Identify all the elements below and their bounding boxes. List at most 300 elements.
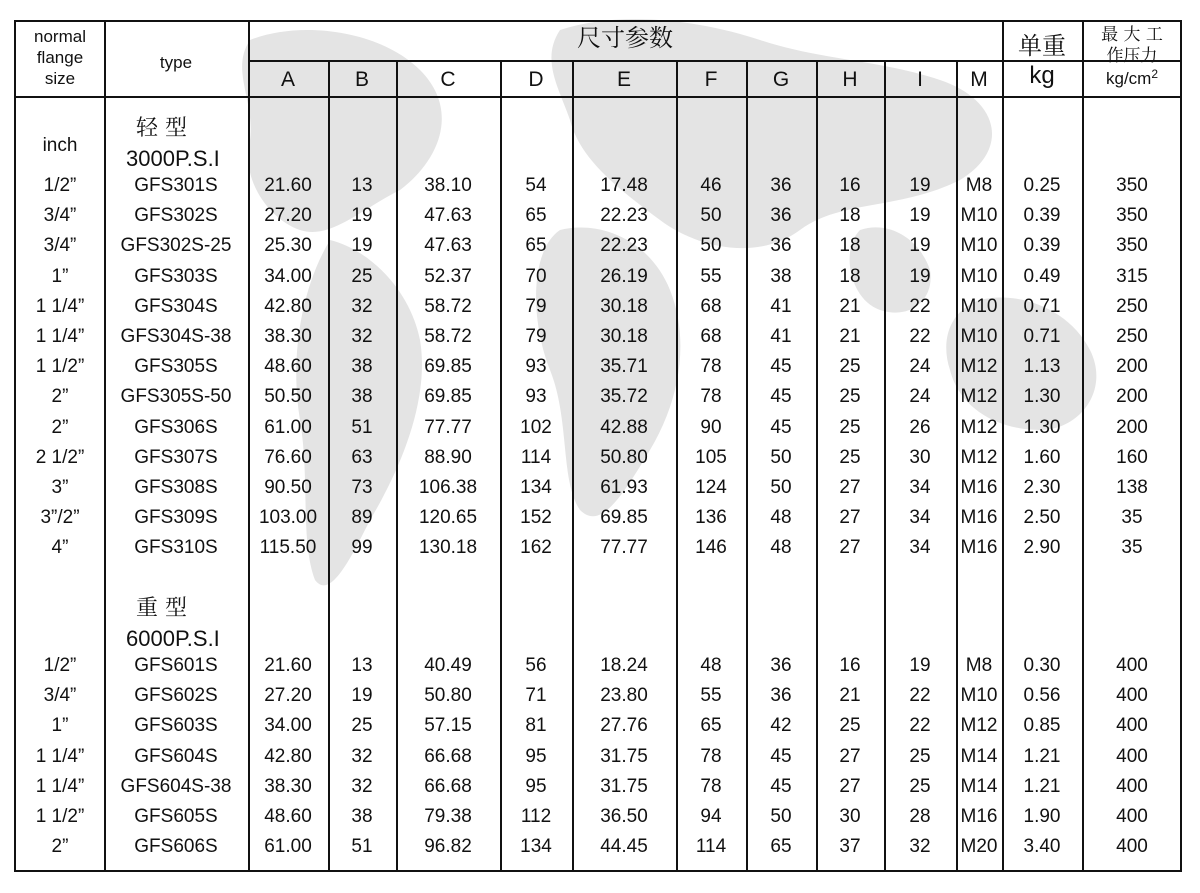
table-cell: 400 <box>1116 655 1148 676</box>
spec-table <box>14 20 1182 872</box>
table-cell: 21.60 <box>264 175 312 196</box>
table-cell: 45 <box>770 386 792 408</box>
table-cell: 30.18 <box>600 326 648 347</box>
table-cell: 44.45 <box>600 836 648 858</box>
table-cell: 35 <box>1121 507 1143 529</box>
table-cell: 1 1/2” <box>35 356 85 378</box>
column-header-i: I <box>917 68 923 91</box>
table-cell: 19 <box>909 265 931 287</box>
table-cell: 38.30 <box>264 326 312 347</box>
table-cell: 93 <box>525 386 547 408</box>
table-cell: 115.50 <box>259 537 317 559</box>
table-cell: 27 <box>839 745 861 767</box>
table-cell: 65 <box>770 836 792 858</box>
table-cell: M14 <box>960 745 998 767</box>
table-cell: 71 <box>525 685 547 707</box>
table-cell: GFS307S <box>134 446 218 468</box>
table-cell: 250 <box>1116 295 1148 317</box>
table-cell: M10 <box>960 685 998 707</box>
table-cell: 41 <box>770 326 792 347</box>
table-cell: 78 <box>700 775 722 797</box>
column-header-m: M <box>970 68 988 91</box>
table-cell: 55 <box>700 685 722 707</box>
table-cell: 400 <box>1116 685 1148 707</box>
table-cell: GFS302S-25 <box>120 235 232 257</box>
table-cell: 95 <box>525 745 547 767</box>
table-cell: 78 <box>700 745 722 767</box>
table-cell: GFS301S <box>134 175 218 196</box>
header-weight-title: 单重 <box>1018 32 1066 60</box>
table-cell: 1 1/4” <box>35 745 85 767</box>
table-cell: GFS305S-50 <box>120 386 232 408</box>
table-cell: 25 <box>839 356 861 378</box>
table-cell: 47.63 <box>424 235 472 257</box>
header-pressure-line1: 最 大 工 <box>1101 25 1163 45</box>
table-cell: GFS606S <box>134 836 218 858</box>
table-cell: 48.60 <box>264 806 312 827</box>
table-cell: 45 <box>770 745 792 767</box>
table-cell: 48 <box>770 507 792 529</box>
table-cell: GFS604S <box>134 745 218 767</box>
table-cell: M10 <box>960 265 998 287</box>
table-cell: GFS602S <box>134 685 218 707</box>
table-cell: 114 <box>520 446 552 468</box>
table-cell: 35 <box>1121 537 1143 559</box>
table-cell: M10 <box>960 326 998 347</box>
table-cell: 400 <box>1116 715 1148 737</box>
table-cell: 3”/2” <box>40 507 80 529</box>
header-type: type <box>159 53 193 72</box>
table-cell: 88.90 <box>424 446 472 468</box>
column-divider <box>248 22 250 872</box>
table-cell: 112 <box>520 806 552 827</box>
table-cell: M12 <box>960 356 998 378</box>
table-cell: 152 <box>520 507 552 529</box>
table-cell: 69.85 <box>424 386 472 408</box>
table-cell: 19 <box>909 235 931 257</box>
table-cell: 38 <box>351 356 373 378</box>
table-cell: 77.77 <box>600 537 648 559</box>
table-cell: 78 <box>700 356 722 378</box>
table-cell: 22 <box>909 685 931 707</box>
column-divider <box>746 60 748 872</box>
header-flange-size: normal flange size <box>34 27 86 88</box>
table-cell: 25 <box>839 416 861 438</box>
table-cell: GFS306S <box>134 416 218 438</box>
table-cell: 25 <box>909 775 931 797</box>
table-cell: 58.72 <box>424 326 472 347</box>
table-cell: 400 <box>1116 836 1148 858</box>
table-cell: 32 <box>351 295 373 317</box>
table-cell: 26.19 <box>600 265 648 287</box>
table-cell: 51 <box>351 836 373 858</box>
table-cell: 50.80 <box>424 685 472 707</box>
table-cell: 200 <box>1116 416 1148 438</box>
table-cell: 18 <box>839 265 861 287</box>
column-divider <box>328 60 330 872</box>
table-cell: 38 <box>770 265 792 287</box>
table-cell: 27.20 <box>264 205 312 227</box>
table-cell: 25 <box>839 386 861 408</box>
table-cell: 0.25 <box>1023 175 1061 196</box>
table-cell: 102 <box>520 416 552 438</box>
table-cell: 34.00 <box>264 265 312 287</box>
table-cell: 138 <box>1116 477 1148 498</box>
table-cell: 32 <box>351 745 373 767</box>
table-cell: 1 1/2” <box>35 806 85 827</box>
dims-header-divider <box>248 60 1002 62</box>
table-cell: 90.50 <box>264 477 312 498</box>
table-cell: 0.71 <box>1023 326 1061 347</box>
table-cell: GFS308S <box>134 477 218 498</box>
table-cell: 96.82 <box>424 836 472 858</box>
table-cell: 21 <box>839 295 861 317</box>
table-cell: GFS304S-38 <box>120 326 232 347</box>
table-cell: 61.93 <box>600 477 648 498</box>
table-cell: 0.39 <box>1023 205 1061 227</box>
column-divider <box>104 22 106 872</box>
table-cell: 32 <box>351 775 373 797</box>
table-cell: 79.38 <box>424 806 472 827</box>
table-cell: 1.13 <box>1023 356 1061 378</box>
table-cell: 400 <box>1116 745 1148 767</box>
table-cell: 26 <box>909 416 931 438</box>
table-cell: 0.56 <box>1023 685 1061 707</box>
table-cell: 48.60 <box>264 356 312 378</box>
column-divider <box>500 60 502 872</box>
column-header-h: H <box>842 68 858 91</box>
table-cell: GFS604S-38 <box>120 775 232 797</box>
table-cell: M16 <box>960 806 998 827</box>
table-cell: 2” <box>51 416 69 438</box>
table-cell: 50.80 <box>600 446 648 468</box>
weight-header-divider <box>1002 60 1182 62</box>
table-cell: 1/2” <box>43 655 77 676</box>
table-cell: 42.80 <box>264 745 312 767</box>
table-cell: 48 <box>770 537 792 559</box>
table-cell: 250 <box>1116 326 1148 347</box>
table-cell: 38 <box>351 386 373 408</box>
table-cell: 134 <box>520 477 552 498</box>
table-cell: 55 <box>700 265 722 287</box>
table-cell: 34 <box>909 537 931 559</box>
table-cell: 65 <box>700 715 722 737</box>
table-cell: 18 <box>839 235 861 257</box>
table-cell: 81 <box>525 715 547 737</box>
table-cell: 17.48 <box>600 175 648 196</box>
table-cell: 19 <box>909 655 931 676</box>
table-cell: M16 <box>960 477 998 498</box>
table-cell: 70 <box>525 265 547 287</box>
table-cell: GFS303S <box>134 265 218 287</box>
table-cell: GFS304S <box>134 295 218 317</box>
table-cell: 69.85 <box>424 356 472 378</box>
table-cell: 21.60 <box>264 655 312 676</box>
table-cell: 23.80 <box>600 685 648 707</box>
column-header-a: A <box>280 68 295 91</box>
table-cell: 350 <box>1116 235 1148 257</box>
table-cell: 89 <box>351 507 373 529</box>
table-cell: M10 <box>960 235 998 257</box>
table-cell: 19 <box>351 685 373 707</box>
table-cell: 3/4” <box>43 205 77 227</box>
column-header-d: D <box>528 68 544 91</box>
column-divider <box>884 60 886 872</box>
table-cell: M8 <box>965 655 993 676</box>
table-cell: 31.75 <box>600 775 648 797</box>
table-cell: 1.60 <box>1023 446 1061 468</box>
table-cell: 79 <box>525 295 547 317</box>
table-cell: 65 <box>525 205 547 227</box>
table-cell: 21 <box>839 685 861 707</box>
table-cell: 21 <box>839 326 861 347</box>
header-dims-title: 尺寸参数 <box>577 24 673 52</box>
table-cell: 27.76 <box>600 715 648 737</box>
table-cell: 19 <box>909 175 931 196</box>
header-pressure-line2: 作压力 <box>1106 46 1158 66</box>
column-header-e: E <box>616 68 631 91</box>
table-cell: 0.71 <box>1023 295 1061 317</box>
table-cell: 34.00 <box>264 715 312 737</box>
table-cell: 50 <box>770 446 792 468</box>
table-cell: 51 <box>351 416 373 438</box>
table-cell: 30 <box>839 806 861 827</box>
table-cell: 1.30 <box>1023 386 1061 408</box>
table-cell: M12 <box>960 446 998 468</box>
table-cell: GFS302S <box>134 205 218 227</box>
table-cell: 50 <box>700 205 722 227</box>
table-cell: 146 <box>695 537 727 559</box>
table-cell: GFS603S <box>134 715 218 737</box>
table-cell: 68 <box>700 295 722 317</box>
table-cell: 28 <box>909 806 931 827</box>
section-rating: 6000P.S.I <box>126 626 220 651</box>
table-cell: 38.30 <box>264 775 312 797</box>
table-cell: 162 <box>520 537 552 559</box>
table-cell: 22 <box>909 715 931 737</box>
column-divider <box>1002 22 1004 872</box>
table-cell: 25 <box>839 715 861 737</box>
table-cell: 4” <box>51 537 69 559</box>
table-cell: 114 <box>695 836 727 858</box>
table-cell: 76.60 <box>264 446 312 468</box>
table-cell: GFS601S <box>134 655 218 676</box>
table-cell: 350 <box>1116 205 1148 227</box>
table-cell: 61.00 <box>264 836 312 858</box>
table-cell: 1 1/4” <box>35 326 85 347</box>
table-cell: 42.88 <box>600 416 648 438</box>
table-cell: 30.18 <box>600 295 648 317</box>
table-cell: 35.71 <box>600 356 648 378</box>
table-cell: 50.50 <box>264 386 312 408</box>
table-cell: 0.30 <box>1023 655 1061 676</box>
table-cell: 2.50 <box>1023 507 1061 529</box>
table-cell: 1.21 <box>1023 745 1061 767</box>
table-cell: 1” <box>51 265 69 287</box>
table-cell: 25 <box>909 745 931 767</box>
table-cell: 27 <box>839 775 861 797</box>
header-pressure-unit: $kg/cm^2$ <box>1105 67 1159 88</box>
column-header-f: F <box>704 68 718 91</box>
table-cell: 30 <box>909 446 931 468</box>
table-cell: 3/4” <box>43 235 77 257</box>
table-cell: M8 <box>965 175 993 196</box>
table-cell: 45 <box>770 416 792 438</box>
table-cell: 32 <box>909 836 931 858</box>
table-cell: 27 <box>839 507 861 529</box>
table-cell: 65 <box>525 235 547 257</box>
table-cell: 61.00 <box>264 416 312 438</box>
table-cell: 45 <box>770 775 792 797</box>
table-cell: 66.68 <box>424 745 472 767</box>
column-header-c: C <box>440 68 456 91</box>
table-cell: 79 <box>525 326 547 347</box>
table-cell: 2” <box>51 386 69 408</box>
table-cell: 124 <box>695 477 727 498</box>
table-cell: 69.85 <box>600 507 648 529</box>
column-divider <box>572 60 574 872</box>
table-cell: 42 <box>770 715 792 737</box>
table-cell: 0.49 <box>1023 265 1061 287</box>
table-cell: M10 <box>960 205 998 227</box>
table-cell: 48 <box>700 655 722 676</box>
table-cell: 41 <box>770 295 792 317</box>
table-cell: 134 <box>520 836 552 858</box>
table-cell: 25 <box>351 265 373 287</box>
table-cell: 120.65 <box>418 507 478 529</box>
column-header-b: B <box>354 68 369 91</box>
table-cell: GFS310S <box>134 537 218 559</box>
table-cell: 36.50 <box>600 806 648 827</box>
table-cell: GFS305S <box>134 356 218 378</box>
table-cell: 19 <box>351 205 373 227</box>
table-cell: 27 <box>839 477 861 498</box>
table-cell: 22.23 <box>600 205 648 227</box>
table-cell: 27.20 <box>264 685 312 707</box>
table-cell: 1 1/4” <box>35 295 85 317</box>
table-cell: 99 <box>351 537 373 559</box>
table-cell: 24 <box>909 356 931 378</box>
table-cell: 36 <box>770 205 792 227</box>
table-cell: 136 <box>695 507 727 529</box>
table-cell: 34 <box>909 477 931 498</box>
table-cell: 16 <box>839 175 861 196</box>
table-cell: 22.23 <box>600 235 648 257</box>
table-cell: 63 <box>351 446 373 468</box>
table-cell: 0.39 <box>1023 235 1061 257</box>
table-cell: 34 <box>909 507 931 529</box>
table-cell: 57.15 <box>424 715 472 737</box>
table-cell: 3/4” <box>43 685 77 707</box>
table-cell: 38.10 <box>424 175 472 196</box>
header-weight-unit: kg <box>1029 62 1055 89</box>
section-name: 轻 型 <box>136 116 187 141</box>
column-divider <box>816 60 818 872</box>
table-cell: 19 <box>351 235 373 257</box>
table-cell: 13 <box>351 175 373 196</box>
table-cell: GFS605S <box>134 806 218 827</box>
table-cell: 36 <box>770 685 792 707</box>
table-cell: 54 <box>525 175 547 196</box>
table-cell: 77.77 <box>424 416 472 438</box>
table-cell: 35.72 <box>600 386 648 408</box>
table-cell: 50 <box>770 806 792 827</box>
header-bottom-line <box>16 96 1182 98</box>
table-cell: 22 <box>909 295 931 317</box>
table-cell: M12 <box>960 416 998 438</box>
table-cell: 1 1/4” <box>35 775 85 797</box>
table-cell: 78 <box>700 386 722 408</box>
table-cell: M16 <box>960 537 998 559</box>
column-divider <box>1082 22 1084 872</box>
table-cell: 160 <box>1116 446 1148 468</box>
column-header-g: G <box>772 68 790 91</box>
table-cell: 350 <box>1116 175 1148 196</box>
table-cell: 25 <box>839 446 861 468</box>
table-cell: 19 <box>909 205 931 227</box>
table-cell: 93 <box>525 356 547 378</box>
table-cell: 200 <box>1116 356 1148 378</box>
column-divider <box>396 60 398 872</box>
table-cell: 36 <box>770 655 792 676</box>
table-cell: 16 <box>839 655 861 676</box>
table-cell: 56 <box>525 655 547 676</box>
table-cell: 1/2” <box>43 175 77 196</box>
table-cell: 2 1/2” <box>35 446 85 468</box>
table-cell: 25 <box>351 715 373 737</box>
table-cell: 46 <box>700 175 722 196</box>
table-cell: 1.90 <box>1023 806 1061 827</box>
table-cell: 18 <box>839 205 861 227</box>
column-divider <box>676 60 678 872</box>
table-cell: 36 <box>770 175 792 196</box>
table-cell: 106.38 <box>418 477 478 498</box>
table-cell: 45 <box>770 356 792 378</box>
table-cell: 94 <box>700 806 722 827</box>
table-cell: M12 <box>960 715 998 737</box>
table-cell: 58.72 <box>424 295 472 317</box>
table-cell: 24 <box>909 386 931 408</box>
table-cell: 0.85 <box>1023 715 1061 737</box>
table-cell: 18.24 <box>600 655 648 676</box>
section-rating: 3000P.S.I <box>126 146 220 171</box>
table-cell: 73 <box>351 477 373 498</box>
table-cell: 103.00 <box>258 507 318 529</box>
table-cell: 3” <box>51 477 69 498</box>
table-cell: M20 <box>960 836 998 858</box>
table-cell: M14 <box>960 775 998 797</box>
table-cell: 36 <box>770 235 792 257</box>
table-cell: 2” <box>51 836 69 858</box>
table-cell: 25.30 <box>264 235 312 257</box>
table-cell: 68 <box>700 326 722 347</box>
table-cell: M10 <box>960 295 998 317</box>
table-cell: 1” <box>51 715 69 737</box>
table-cell: 200 <box>1116 386 1148 408</box>
table-cell: 38 <box>351 806 373 827</box>
table-cell: 1.30 <box>1023 416 1061 438</box>
table-cell: 90 <box>700 416 722 438</box>
table-cell: 47.63 <box>424 205 472 227</box>
table-cell: GFS309S <box>134 507 218 529</box>
table-cell: 3.40 <box>1023 836 1061 858</box>
table-cell: 37 <box>839 836 861 858</box>
table-cell: 315 <box>1116 265 1148 287</box>
table-cell: 400 <box>1116 806 1148 827</box>
table-cell: 95 <box>525 775 547 797</box>
column-divider <box>956 60 958 872</box>
table-cell: 2.90 <box>1023 537 1061 559</box>
